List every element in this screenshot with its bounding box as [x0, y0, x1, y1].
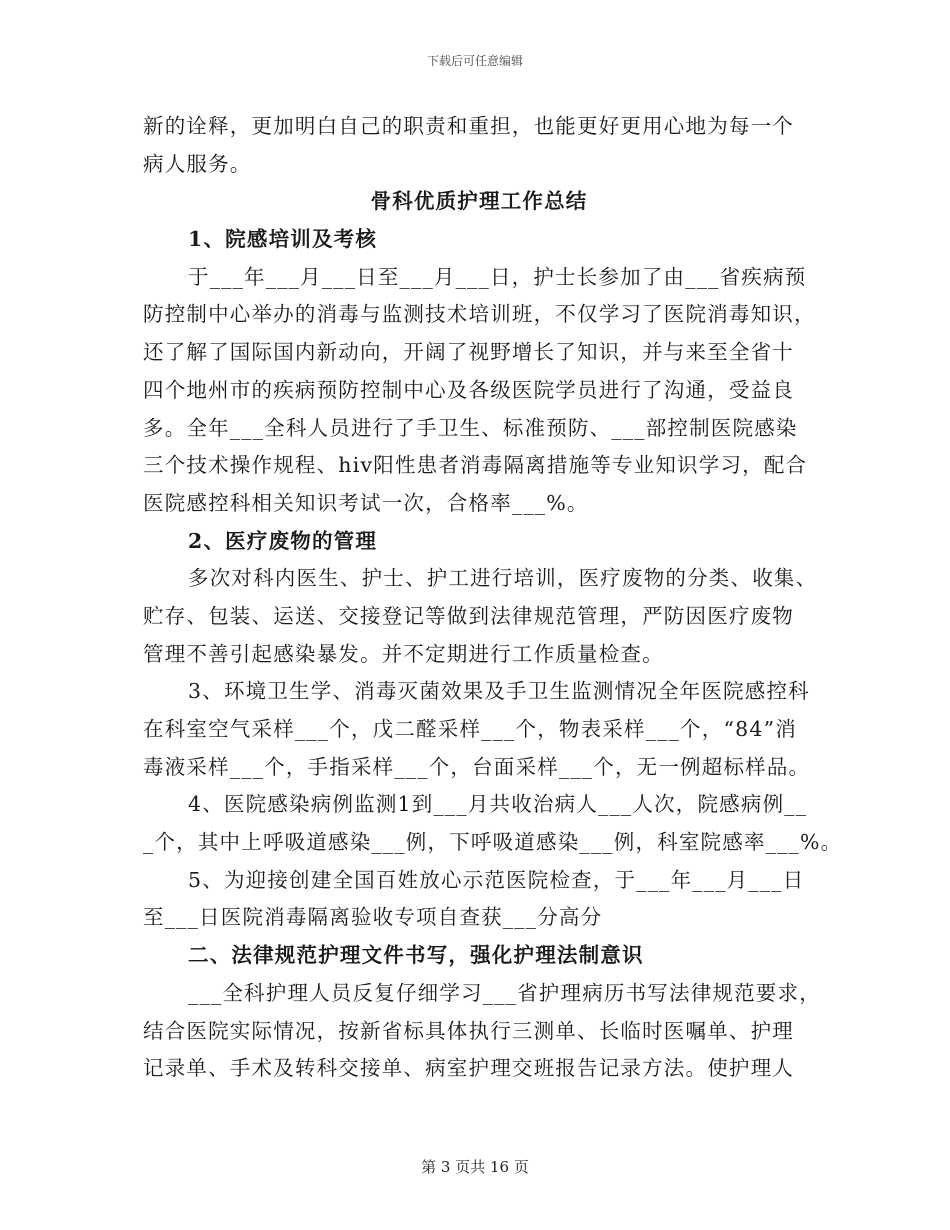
paragraph-line: _个，其中上呼吸道感染___例，下呼吸道感染___例，科室院感率___%。 — [143, 830, 843, 855]
paragraph-line: 三个技术操作规程、hiv阳性患者消毒隔离措施等专业知识学习，配合 — [143, 453, 808, 478]
paragraph-line: 5、为迎接创建全国百姓放心示范医院检查，于___年___月___日 — [188, 867, 805, 892]
paragraph-line: 四个地州市的疾病预防控制中心及各级医院学员进行了沟通，受益良 — [143, 377, 794, 402]
section-heading: 二、法律规范护理文件书写，强化护理法制意识 — [188, 943, 644, 968]
section-heading: 1、院感培训及考核 — [188, 227, 378, 252]
paragraph-line: 多。全年___全科人员进行了手卫生、标准预防、___部控制医院感染 — [143, 415, 798, 440]
page-number: 第 3 页共 16 页 — [421, 1158, 529, 1176]
paragraph-line: ___全科护理人员反复仔细学习___省护理病历书写法律规范要求， — [188, 980, 821, 1005]
paragraph-line: 病人服务。 — [143, 151, 252, 176]
paragraph-line: 管理不善引起感染暴发。并不定期进行工作质量检查。 — [143, 641, 664, 666]
header-note: 下载后可任意编辑 — [426, 54, 523, 68]
paragraph-line: 毒液采样___个，手指采样___个，台面采样___个，无一例超标样品。 — [143, 754, 811, 779]
paragraph-line: 4、医院感染病例监测1到___月共收治病人___人次，院感病例__ — [188, 792, 808, 817]
document-body — [143, 108, 843, 1088]
document-title: 骨科优质护理工作总结 — [370, 189, 588, 214]
paragraph-line: 结合医院实际情况，按新省标具体执行三测单、长临时医嘱单、护理 — [143, 1018, 794, 1043]
section-heading: 2、医疗废物的管理 — [188, 528, 378, 553]
paragraph-line: 至___日医院消毒隔离验收专项自查获___分高分 — [143, 905, 603, 930]
paragraph-line: 防控制中心举办的消毒与监测技术培训班，不仅学习了医院消毒知识， — [143, 302, 816, 327]
paragraph-line: 贮存、包装、运送、交接登记等做到法律规范管理，严防因医疗废物 — [143, 603, 794, 628]
paragraph-line: 3、环境卫生学、消毒灭菌效果及手卫生监测情况全年医院感控科 — [188, 679, 810, 704]
paragraph-line: 记录单、手术及转科交接单、病室护理交班报告记录方法。使护理人 — [143, 1056, 794, 1081]
paragraph-line: 多次对科内医生、护士、护工进行培训，医疗废物的分类、收集、 — [188, 566, 818, 591]
paragraph-line: 在科室空气采样___个，戊二醛采样___个，物表采样___个，“84”消 — [143, 717, 797, 741]
paragraph-line: 于___年___月___日至___月___日，护士长参加了由___省疾病预 — [188, 264, 807, 289]
paragraph-line: 新的诠释，更加明白自己的职责和重担，也能更好更用心地为每一个 — [143, 114, 794, 138]
paragraph-line: 还了解了国际国内新动向，开阔了视野增长了知识，并与来至全省十 — [143, 340, 794, 365]
paragraph-line: 医院感控科相关知识考试一次，合格率___%。 — [143, 490, 589, 515]
